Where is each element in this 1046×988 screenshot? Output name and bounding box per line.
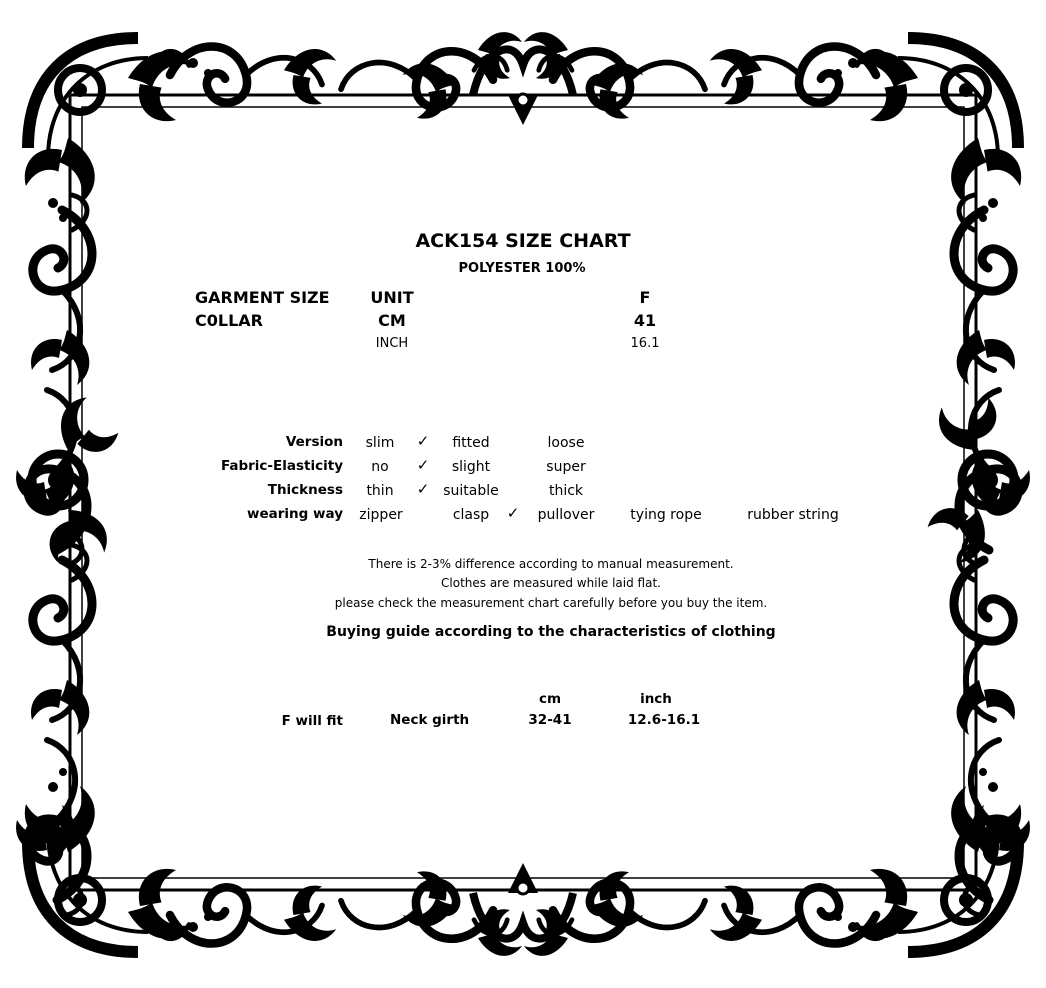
elasticity-option-no: no [371,459,389,475]
elasticity-option-slight: slight [451,459,491,475]
check-icon: ✓ [416,456,430,474]
unit-inch: INCH [375,336,409,351]
garment-size-header: GARMENT SIZE [195,288,330,307]
collar-cm-value: 41 [633,311,657,330]
fit-guide-measure: Neck girth [390,712,470,728]
unit-cm: CM [378,311,406,330]
note-check-chart: please check the measurement chart carefully before you buy the item. [334,596,768,610]
check-icon: ✓ [506,504,520,522]
thickness-label: Thickness [267,482,343,498]
collar-inch-value: 16.1 [630,336,660,351]
version-option-fitted: fitted [452,435,490,451]
fit-guide-inch-range: 12.6-16.1 [627,712,701,728]
wearing-way-label: wearing way [247,506,343,522]
version-label: Version [285,434,343,450]
wearing-option-tying-rope: tying rope [630,507,702,523]
wearing-option-zipper: zipper [359,507,403,523]
thickness-option-thick: thick [548,483,584,499]
unit-header: UNIT [370,288,414,307]
fit-guide-cm-range: 32-41 [528,712,572,728]
version-option-slim: slim [365,435,395,451]
wearing-option-clasp: clasp [452,507,490,523]
collar-label: C0LLAR [195,311,263,330]
note-laid-flat: Clothes are measured while laid flat. [441,576,661,590]
note-measurement-difference: There is 2-3% difference according to manual measurement. [368,557,734,571]
size-f-header: F [639,288,651,307]
check-icon: ✓ [416,480,430,498]
wearing-option-pullover: pullover [537,507,595,523]
fit-guide-inch-header: inch [640,691,672,707]
fit-guide-row-label: F will fit [281,713,343,729]
check-icon: ✓ [416,432,430,450]
thickness-option-thin: thin [366,483,394,499]
thickness-option-suitable: suitable [443,483,499,499]
chart-title: ACK154 SIZE CHART [415,230,631,252]
buying-guide-title: Buying guide according to the characteristics of clothing [326,624,776,640]
material-label: POLYESTER 100% [458,261,586,276]
wearing-option-rubber-string: rubber string [747,507,839,523]
elasticity-option-super: super [546,459,586,475]
fit-guide-cm-header: cm [538,691,562,707]
version-option-loose: loose [547,435,585,451]
elasticity-label: Fabric-Elasticity [220,458,343,474]
